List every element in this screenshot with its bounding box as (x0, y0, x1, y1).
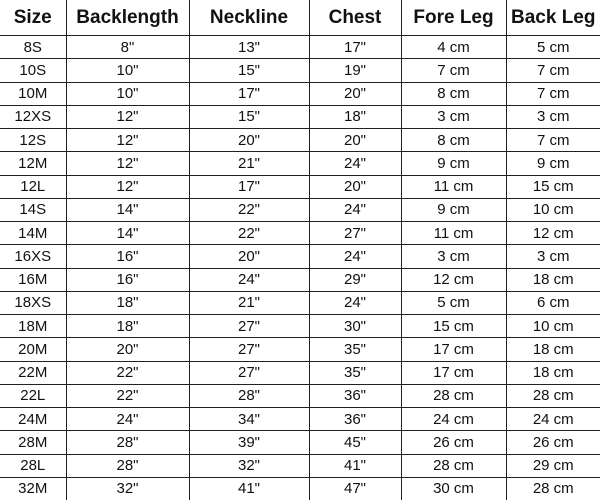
cell-size: 14M (0, 222, 66, 245)
cell-size: 24M (0, 408, 66, 431)
table-row (0, 291, 600, 314)
cell-neckline: 32" (189, 454, 309, 477)
cell-chest: 18" (309, 105, 401, 128)
cell-neckline: 22" (189, 198, 309, 221)
cell-neckline: 34" (189, 408, 309, 431)
cell-fore-leg: 9 cm (401, 152, 506, 175)
cell-size: 16M (0, 268, 66, 291)
cell-fore-leg: 4 cm (401, 36, 506, 59)
cell-neckline: 20" (189, 129, 309, 152)
cell-size: 18M (0, 315, 66, 338)
cell-chest: 35" (309, 361, 401, 384)
cell-backlength: 18" (66, 291, 189, 314)
table-row (0, 82, 600, 105)
cell-chest: 41" (309, 454, 401, 477)
cell-fore-leg: 15 cm (401, 315, 506, 338)
table-row (0, 105, 600, 128)
cell-chest: 20" (309, 82, 401, 105)
cell-backlength: 12" (66, 152, 189, 175)
cell-fore-leg: 26 cm (401, 431, 506, 454)
table-row (0, 129, 600, 152)
cell-neckline: 13" (189, 36, 309, 59)
cell-back-leg: 24 cm (506, 408, 600, 431)
cell-chest: 45" (309, 431, 401, 454)
cell-back-leg: 7 cm (506, 82, 600, 105)
cell-fore-leg: 5 cm (401, 291, 506, 314)
cell-neckline: 41" (189, 477, 309, 500)
cell-back-leg: 29 cm (506, 454, 600, 477)
cell-neckline: 28" (189, 384, 309, 407)
cell-chest: 24" (309, 291, 401, 314)
cell-neckline: 21" (189, 152, 309, 175)
table-row (0, 408, 600, 431)
cell-fore-leg: 7 cm (401, 59, 506, 82)
cell-neckline: 24" (189, 268, 309, 291)
cell-neckline: 15" (189, 59, 309, 82)
cell-fore-leg: 12 cm (401, 268, 506, 291)
cell-neckline: 27" (189, 361, 309, 384)
cell-fore-leg: 28 cm (401, 454, 506, 477)
table-body (0, 36, 600, 500)
cell-size: 12L (0, 175, 66, 198)
cell-fore-leg: 3 cm (401, 245, 506, 268)
cell-back-leg: 12 cm (506, 222, 600, 245)
cell-fore-leg: 24 cm (401, 408, 506, 431)
cell-chest: 24" (309, 152, 401, 175)
cell-chest: 29" (309, 268, 401, 291)
cell-chest: 17" (309, 36, 401, 59)
table-row (0, 36, 600, 59)
table-row (0, 338, 600, 361)
cell-back-leg: 9 cm (506, 152, 600, 175)
table-row (0, 59, 600, 82)
cell-chest: 20" (309, 129, 401, 152)
cell-neckline: 21" (189, 291, 309, 314)
cell-backlength: 12" (66, 175, 189, 198)
cell-back-leg: 18 cm (506, 268, 600, 291)
cell-neckline: 15" (189, 105, 309, 128)
cell-fore-leg: 30 cm (401, 477, 506, 500)
cell-size: 28L (0, 454, 66, 477)
header-backlength: Backlength (66, 0, 189, 36)
cell-back-leg: 18 cm (506, 338, 600, 361)
cell-size: 22L (0, 384, 66, 407)
table-header (0, 0, 600, 36)
cell-chest: 35" (309, 338, 401, 361)
table-row (0, 384, 600, 407)
header-row (0, 0, 600, 36)
table-row (0, 245, 600, 268)
cell-fore-leg: 3 cm (401, 105, 506, 128)
cell-back-leg: 3 cm (506, 105, 600, 128)
cell-backlength: 12" (66, 129, 189, 152)
table-row (0, 175, 600, 198)
cell-chest: 24" (309, 245, 401, 268)
cell-backlength: 10" (66, 59, 189, 82)
cell-fore-leg: 8 cm (401, 82, 506, 105)
cell-backlength: 16" (66, 268, 189, 291)
cell-backlength: 14" (66, 198, 189, 221)
cell-size: 12M (0, 152, 66, 175)
cell-neckline: 17" (189, 82, 309, 105)
cell-fore-leg: 17 cm (401, 361, 506, 384)
cell-fore-leg: 11 cm (401, 222, 506, 245)
cell-size: 14S (0, 198, 66, 221)
cell-backlength: 20" (66, 338, 189, 361)
cell-back-leg: 15 cm (506, 175, 600, 198)
cell-fore-leg: 11 cm (401, 175, 506, 198)
cell-back-leg: 18 cm (506, 361, 600, 384)
cell-chest: 36" (309, 408, 401, 431)
cell-chest: 47" (309, 477, 401, 500)
header-fore-leg: Fore Leg (401, 0, 506, 36)
table-row (0, 431, 600, 454)
header-back-leg: Back Leg (506, 0, 600, 36)
cell-neckline: 20" (189, 245, 309, 268)
cell-fore-leg: 28 cm (401, 384, 506, 407)
header-size: Size (0, 0, 66, 36)
cell-size: 10S (0, 59, 66, 82)
cell-size: 18XS (0, 291, 66, 314)
cell-back-leg: 7 cm (506, 129, 600, 152)
cell-backlength: 28" (66, 454, 189, 477)
table-row (0, 315, 600, 338)
cell-size: 12XS (0, 105, 66, 128)
cell-neckline: 27" (189, 315, 309, 338)
header-neckline: Neckline (189, 0, 309, 36)
cell-neckline: 17" (189, 175, 309, 198)
cell-backlength: 10" (66, 82, 189, 105)
cell-backlength: 16" (66, 245, 189, 268)
cell-back-leg: 10 cm (506, 315, 600, 338)
cell-backlength: 18" (66, 315, 189, 338)
table-row (0, 152, 600, 175)
cell-back-leg: 3 cm (506, 245, 600, 268)
header-chest: Chest (309, 0, 401, 36)
table-row (0, 268, 600, 291)
cell-backlength: 14" (66, 222, 189, 245)
cell-back-leg: 6 cm (506, 291, 600, 314)
cell-size: 16XS (0, 245, 66, 268)
cell-backlength: 22" (66, 361, 189, 384)
cell-back-leg: 10 cm (506, 198, 600, 221)
cell-size: 28M (0, 431, 66, 454)
cell-size: 22M (0, 361, 66, 384)
cell-back-leg: 28 cm (506, 384, 600, 407)
cell-chest: 20" (309, 175, 401, 198)
cell-back-leg: 28 cm (506, 477, 600, 500)
cell-fore-leg: 17 cm (401, 338, 506, 361)
cell-backlength: 12" (66, 105, 189, 128)
cell-neckline: 27" (189, 338, 309, 361)
table-row (0, 477, 600, 500)
cell-neckline: 22" (189, 222, 309, 245)
cell-backlength: 8" (66, 36, 189, 59)
cell-fore-leg: 9 cm (401, 198, 506, 221)
cell-neckline: 39" (189, 431, 309, 454)
cell-backlength: 32" (66, 477, 189, 500)
cell-backlength: 22" (66, 384, 189, 407)
cell-chest: 27" (309, 222, 401, 245)
cell-size: 8S (0, 36, 66, 59)
table-row (0, 454, 600, 477)
cell-back-leg: 5 cm (506, 36, 600, 59)
cell-size: 10M (0, 82, 66, 105)
cell-chest: 30" (309, 315, 401, 338)
cell-chest: 36" (309, 384, 401, 407)
cell-chest: 19" (309, 59, 401, 82)
cell-back-leg: 7 cm (506, 59, 600, 82)
table-row (0, 222, 600, 245)
table-row (0, 361, 600, 384)
cell-back-leg: 26 cm (506, 431, 600, 454)
cell-backlength: 24" (66, 408, 189, 431)
cell-backlength: 28" (66, 431, 189, 454)
cell-size: 20M (0, 338, 66, 361)
cell-size: 12S (0, 129, 66, 152)
table-row (0, 198, 600, 221)
cell-chest: 24" (309, 198, 401, 221)
cell-fore-leg: 8 cm (401, 129, 506, 152)
cell-size: 32M (0, 477, 66, 500)
